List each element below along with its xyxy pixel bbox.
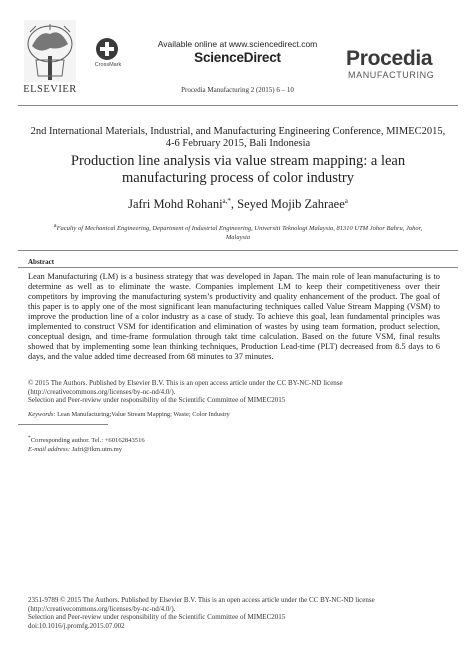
keywords-label: Keywords: bbox=[28, 411, 56, 418]
page-footer bbox=[28, 596, 440, 631]
copyright-line-1: © 2015 The Authors. Published by Elsevier B.V. This is an open access article under the CC BY-NC-ND license bbox=[28, 379, 343, 387]
journal-logo-subtitle: MANUFACTURING bbox=[348, 70, 435, 80]
journal-logo-title: Procedia bbox=[346, 47, 433, 70]
conference-line-1: 2nd International Materials, Industrial, and Manufacturing Engineering Conference, MIMEC2015, bbox=[30, 126, 446, 137]
journal-reference: Procedia Manufacturing 2 (2015) 6 – 10 bbox=[181, 86, 294, 94]
crossmark-badge[interactable] bbox=[94, 38, 122, 76]
footnote-divider bbox=[18, 424, 108, 425]
available-online-text: Available online at www.sciencedirect.com bbox=[157, 39, 318, 49]
elsevier-logo bbox=[18, 20, 82, 100]
corresp-author-line: Corresponding author. Tel.: +60162843516 bbox=[30, 437, 145, 445]
doi[interactable]: doi:10.1016/j.promfg.2015.07.002 bbox=[28, 622, 125, 631]
author-name: Seyed Mojib Zahraee bbox=[237, 197, 345, 212]
abstract-heading: Abstract bbox=[28, 258, 55, 266]
abstract-heading-divider bbox=[18, 267, 458, 268]
header-divider bbox=[18, 105, 458, 106]
correspondence bbox=[28, 434, 440, 454]
author-superscript: a bbox=[344, 197, 348, 205]
article-title bbox=[40, 153, 436, 187]
copyright-line-3: Selection and Peer-review under responsibility of the Scientific Committee of MIMEC2015 bbox=[28, 396, 286, 404]
author-superscript: a,* bbox=[222, 197, 231, 205]
sciencedirect-logo[interactable]: ScienceDirect bbox=[194, 50, 281, 65]
footer-line-3: Selection and Peer-review under responsibility of the Scientific Committee of MIMEC2015 bbox=[28, 613, 286, 622]
affiliation-marker: a bbox=[53, 223, 57, 229]
affiliation-line-2: Malaysia bbox=[225, 234, 251, 242]
corresp-marker: * bbox=[28, 435, 31, 441]
title-line-2: manufacturing process of color industry bbox=[122, 170, 354, 186]
email-address[interactable]: Jafri@fkm.utm.my bbox=[71, 445, 123, 453]
keywords bbox=[28, 411, 440, 418]
conference-line-2: 4-6 February 2015, Bali Indonesia bbox=[165, 138, 311, 149]
author-separator: , bbox=[230, 197, 238, 212]
crossmark-label: CrossMark bbox=[94, 62, 122, 68]
publisher-name: ELSEVIER bbox=[23, 84, 77, 95]
author-name: Jafri Mohd Rohani bbox=[128, 197, 223, 212]
affiliation bbox=[50, 222, 426, 242]
crossmark-icon bbox=[96, 38, 118, 60]
license-link[interactable]: (http://creativecommons.org/licenses/by-nc-nd/4.0/). bbox=[28, 387, 176, 396]
conference-info bbox=[30, 126, 446, 150]
elsevier-tree-icon bbox=[24, 20, 76, 82]
copyright-notice bbox=[28, 379, 440, 405]
footer-license-link[interactable]: (http://creativecommons.org/licenses/by-nc-nd/4.0/). bbox=[28, 604, 176, 613]
affiliation-line-1: Faculty of Mechanical Engineering, Department of Industrial Engineering, Universiti Teknologi Malaysia, 81310 UTM Johor Bahru, Johor, bbox=[56, 225, 423, 233]
author-list bbox=[40, 197, 436, 212]
keywords-text: Lean Manufacturing;Value Stream Mapping; Waste; Color Industry bbox=[57, 411, 230, 418]
email-label: E-mail address: bbox=[28, 445, 71, 453]
title-line-1: Production line analysis via value stream mapping: a lean bbox=[70, 153, 406, 169]
footer-line-1: 2351-9789 © 2015 The Authors. Published by Elsevier B.V. This is an open access article under the CC BY-NC-ND license bbox=[28, 596, 375, 604]
abstract-body: Lean Manufacturing (LM) is a business strategy that was developed in Japan. The main role of lean manufacturing is to determine as well as to eliminate the waste. Companies implement LM to keep their competitiveness over their competitors by improving the manufacturing system’s productivity and quality enhancement of the product. The goal of this paper is to apply one of the most significant lean manufacturing techniques called Value Stream Mapping (VSM) to improve the production line of a color industry as a case of study. To achieve this goal, lean fundamental principles was implemented to construct VSM for identification and elimination of wastes by using team formation, product selection, conceptual design, and time-frame formulation through takt time calculation. Based on the future VSM, final results showed that by implementing some lean thinking techniques, Production Lead-time (PLT) decreased from 8.5 days to 6 days, and the value added time decreased from 68 minutes to 37 minutes. bbox=[28, 272, 440, 361]
abstract-top-divider bbox=[18, 250, 458, 251]
